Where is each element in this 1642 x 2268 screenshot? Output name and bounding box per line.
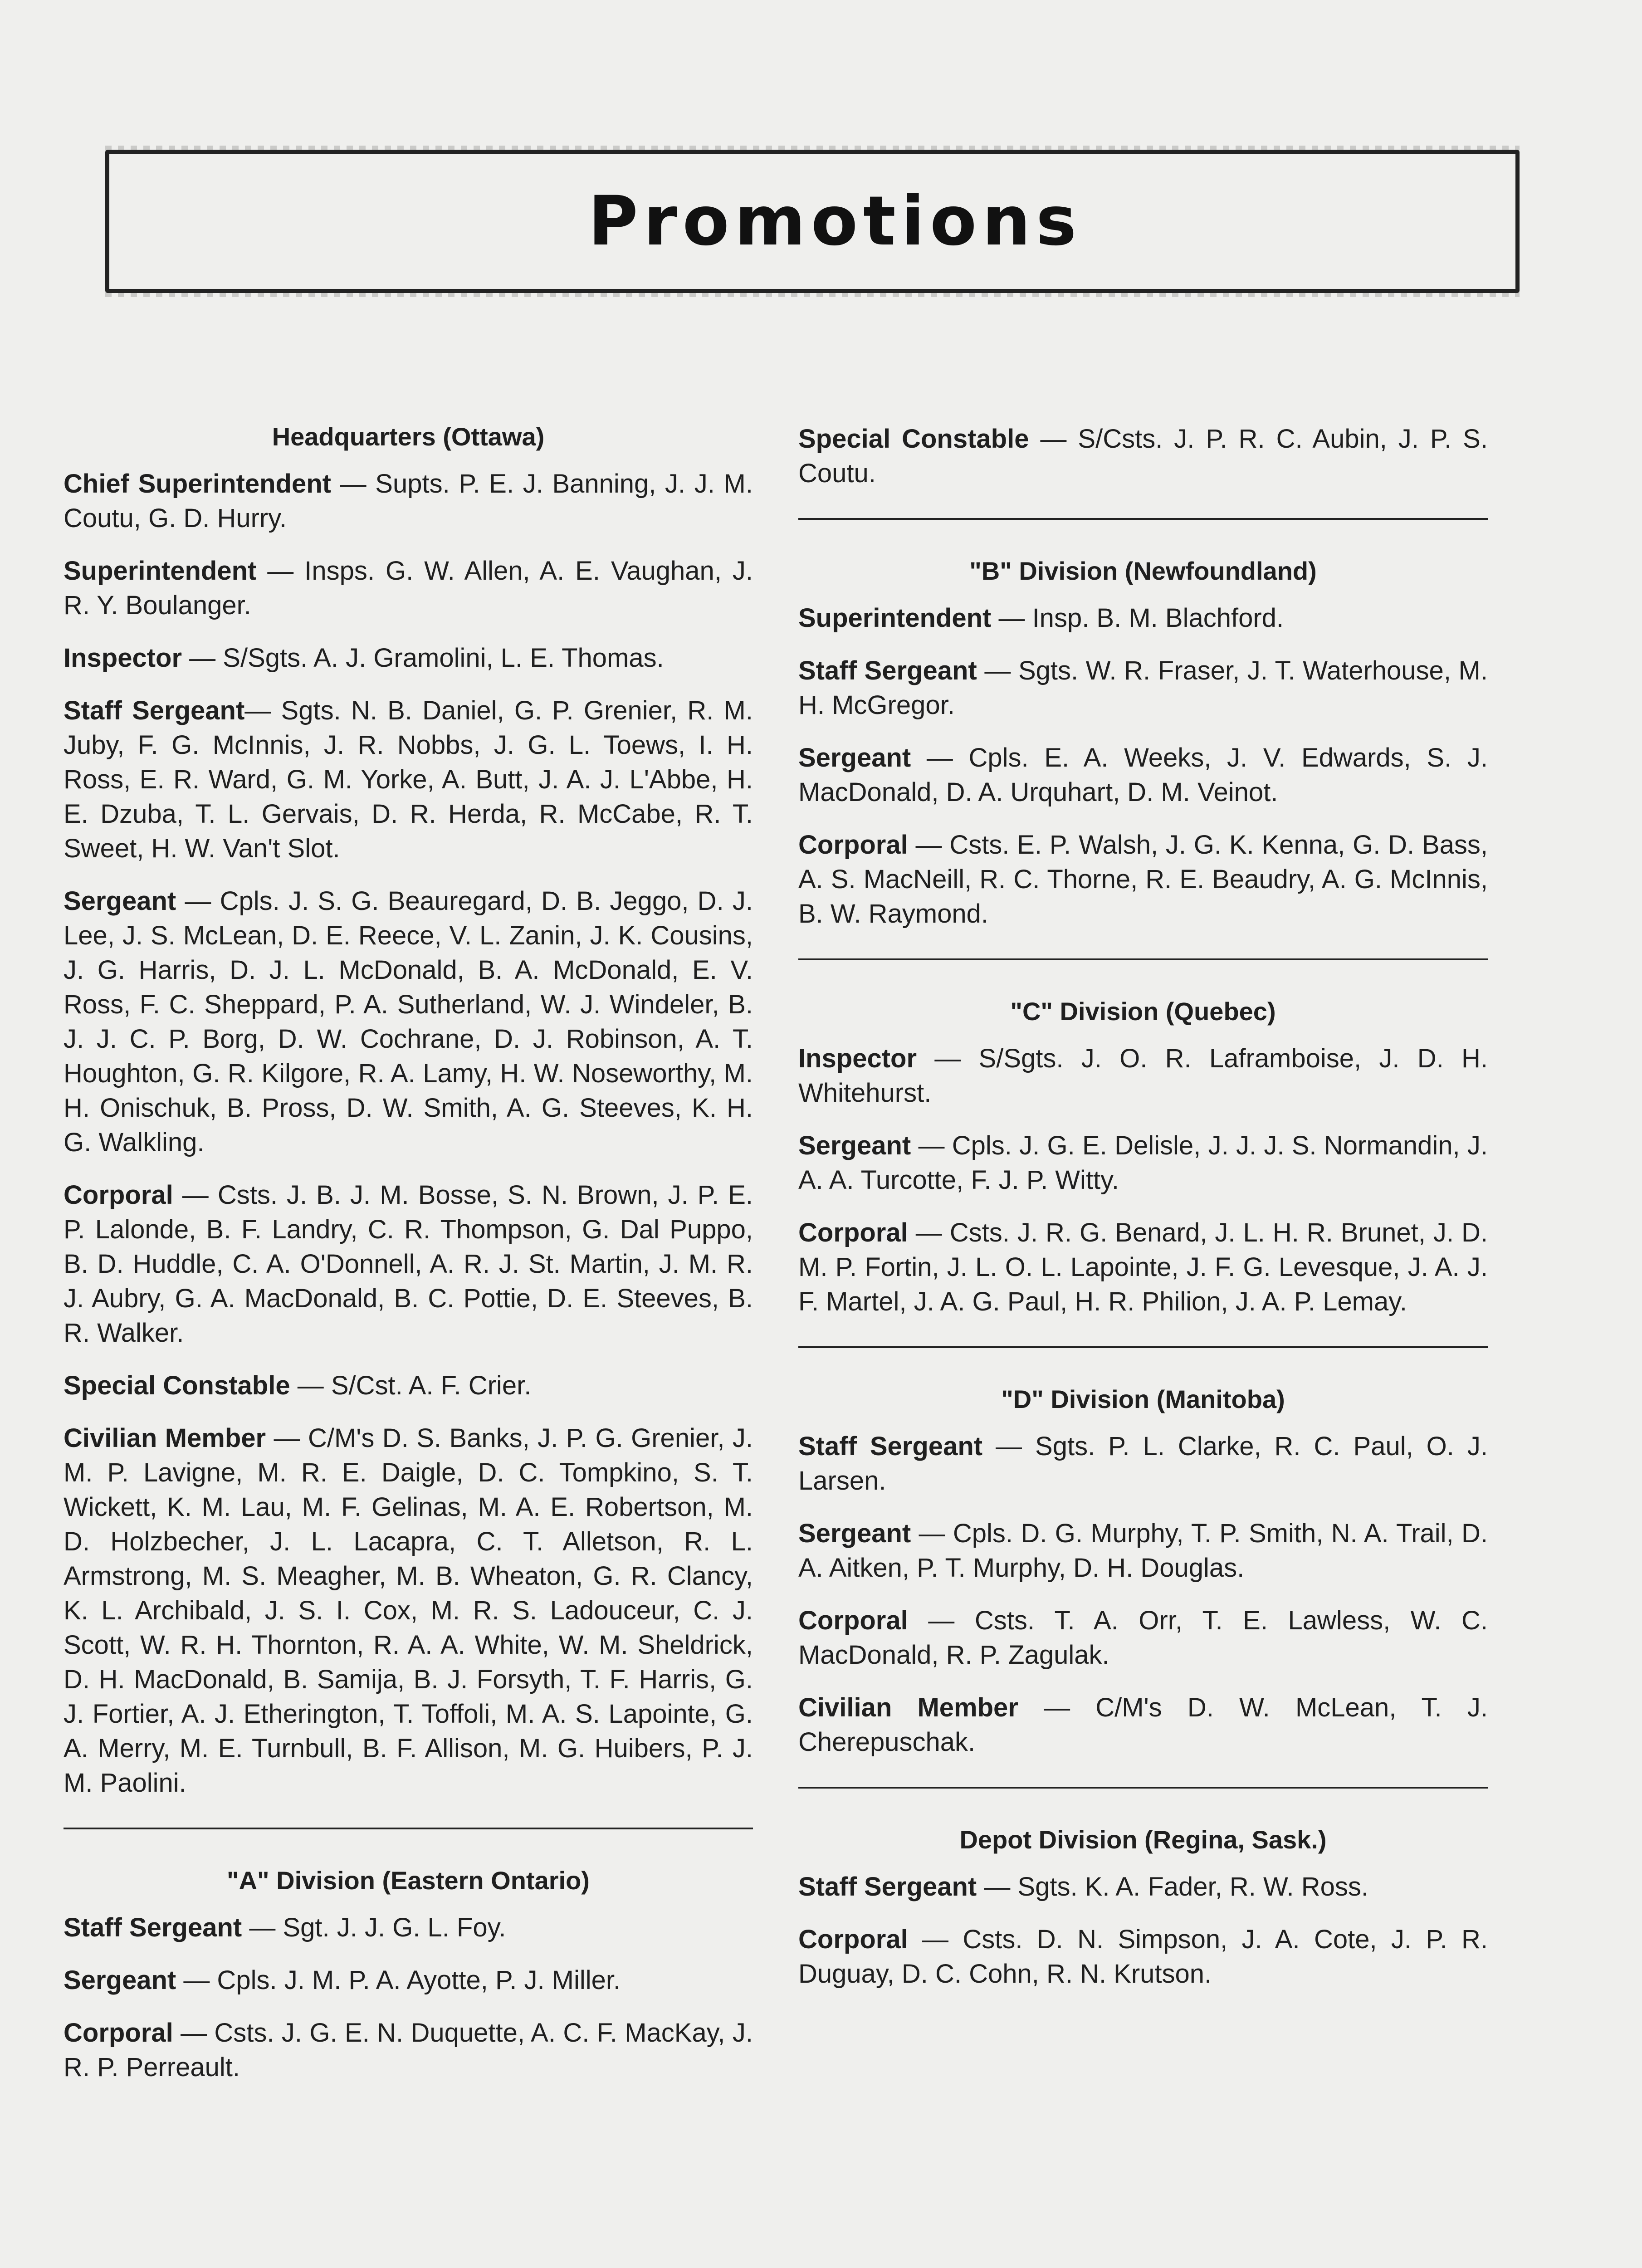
rank-label: Staff Sergeant xyxy=(64,696,245,725)
rank-label: Special Constable xyxy=(798,424,1029,454)
names-list: — C/M's D. S. Banks, J. P. G. Grenier, J. M. P. Lavigne, M. R. E. Daigle, D. C. Tompkino, S. T. Wickett, K. M. Lau, M. F. Gelinas, M. A. E. Robertson, M. D. Holzbecher, J. L. Lacapra, C. T. Alletson, R. L. Armstrong, M. S. Meagher, M. B. Wheaton, G. R. Clancy, K. L. Archibald, J. S. I. Cox, M. R. S. Ladouceur, C. J. Scott, W. R. H. Thornton, R. A. A. White, W. M. Sheldrick, D. H. MacDonald, B. Samija, B. J. Forsyth, T. F. Harris, G. J. Fortier, A. J. Etherington, T. Toffoli, M. A. S. Lapointe, G. A. Merry, M. E. Turnbull, B. F. Allison, M. G. Huibers, P. J. M. Paolini. xyxy=(64,1423,753,1798)
promotion-entry xyxy=(798,1870,1488,1904)
names-list: — Csts. E. P. Walsh, J. G. K. Kenna, G. D. Bass, A. S. MacNeill, R. C. Thorne, R. E. Beaudry, A. G. McInnis, B. W. Raymond. xyxy=(798,830,1488,929)
promotion-entry xyxy=(798,828,1488,931)
names-list: — Csts. J. G. E. N. Duquette, A. C. F. MacKay, J. R. P. Perreault. xyxy=(64,2018,753,2082)
rank-label: Corporal xyxy=(798,1925,908,1954)
promotion-entry xyxy=(64,641,753,675)
promotion-entry xyxy=(798,1041,1488,1110)
promotion-entry xyxy=(64,1421,753,1800)
names-list: — Csts. D. N. Simpson, J. A. Cote, J. P. R. Duguay, D. C. Cohn, R. N. Krutson. xyxy=(798,1925,1488,1989)
section-heading: "B" Division (Newfoundland) xyxy=(969,557,1317,585)
rank-label: Sergeant xyxy=(798,1131,911,1160)
promotion-entry xyxy=(64,2016,753,2085)
rank-label: Sergeant xyxy=(64,886,176,916)
rank-label: Sergeant xyxy=(64,1965,176,1995)
names-list: — Cpls. J. M. P. A. Ayotte, P. J. Miller. xyxy=(176,1965,621,1995)
names-list: — Csts. J. R. G. Benard, J. L. H. R. Brunet, J. D. M. P. Fortin, J. L. O. L. Lapointe, J. F. G. Levesque, J. A. J. F. Martel, J. A. G. Paul, H. R. Philion, J. A. P. Lemay. xyxy=(798,1218,1488,1316)
title-box xyxy=(105,150,1520,293)
rank-label: Superintendent xyxy=(798,603,992,633)
rank-label: Corporal xyxy=(64,2018,173,2048)
rank-label: Superintendent xyxy=(64,556,257,586)
section-divider xyxy=(798,518,1488,520)
rank-label: Sergeant xyxy=(798,1519,911,1548)
promotion-entry xyxy=(798,1603,1488,1672)
names-list: — Sgts. K. A. Fader, R. W. Ross. xyxy=(977,1872,1369,1901)
promotion-entry xyxy=(798,1516,1488,1585)
names-list: — S/Sgts. J. O. R. Laframboise, J. D. H. Whitehurst. xyxy=(798,1044,1488,1108)
rank-label: Sergeant xyxy=(798,743,911,772)
promotion-entry xyxy=(798,601,1488,635)
promotion-entry xyxy=(798,1216,1488,1319)
names-list: — Sgt. J. J. G. L. Foy. xyxy=(242,1913,506,1942)
rank-label: Corporal xyxy=(798,1218,908,1247)
names-list: — Insps. G. W. Allen, A. E. Vaughan, J. R. Y. Boulanger. xyxy=(64,556,753,620)
promotion-entry xyxy=(64,554,753,623)
promotion-entry xyxy=(64,884,753,1160)
rank-label: Corporal xyxy=(798,1606,908,1635)
names-list: — Insp. B. M. Blachford. xyxy=(991,603,1284,633)
section-heading: Depot Division (Regina, Sask.) xyxy=(959,1825,1327,1854)
names-list: — Cpls. J. S. G. Beauregard, D. B. Jeggo, D. J. Lee, J. S. McLean, D. E. Reece, V. L. Zanin, J. K. Cousins, J. G. Harris, D. J. L. McDonald, B. A. McDonald, E. V. Ross, F. C. Sheppard, P. A. Sutherland, W. J. Windeler, B. J. J. C. P. Borg, D. W. Cochrane, D. J. Robinson, A. T. Houghton, G. R. Kilgore, R. A. Lamy, H. W. Noseworthy, M. H. Onischuk, B. Pross, D. W. Smith, A. G. Steeves, K. H. G. Walkling. xyxy=(64,886,753,1157)
section-heading: Headquarters (Ottawa) xyxy=(272,422,545,451)
rank-label: Staff Sergeant xyxy=(798,656,977,685)
promotion-entry xyxy=(64,1369,753,1403)
page-title: Promotions xyxy=(588,182,1082,261)
section-heading: "A" Division (Eastern Ontario) xyxy=(227,1866,590,1895)
names-list: — Sgts. P. L. Clarke, R. C. Paul, O. J. Larsen. xyxy=(798,1432,1488,1496)
rank-label: Inspector xyxy=(798,1044,917,1073)
promotion-entry xyxy=(798,1691,1488,1760)
section-divider xyxy=(798,1787,1488,1789)
section-divider xyxy=(64,1828,753,1829)
rank-label: Staff Sergeant xyxy=(798,1432,983,1461)
names-list: — Csts. J. B. J. M. Bosse, S. N. Brown, J. P. E. P. Lalonde, B. F. Landry, C. R. Thompson, G. Dal Puppo, B. D. Huddle, C. A. O'Donnell, A. R. J. St. Martin, J. M. R. J. Aubry, G. A. MacDonald, B. C. Pottie, D. E. Steeves, B. R. Walker. xyxy=(64,1180,753,1348)
rank-label: Inspector xyxy=(64,643,182,673)
names-list: — Sgts. W. R. Fraser, J. T. Waterhouse, M. H. McGregor. xyxy=(798,656,1488,720)
names-list: — S/Csts. J. P. R. C. Aubin, J. P. S. Coutu. xyxy=(798,424,1488,488)
promotion-entry xyxy=(798,1922,1488,1991)
names-list: — Sgts. N. B. Daniel, G. P. Grenier, R. M. Juby, F. G. McInnis, J. R. Nobbs, J. G. L. Toews, I. H. Ross, E. R. Ward, G. M. Yorke, A. Butt, J. A. J. L'Abbe, H. E. Dzuba, T. L. Gervais, D. R. Herda, R. McCabe, R. T. Sweet, H. W. Van't Slot. xyxy=(64,696,753,863)
left-column xyxy=(64,422,753,2103)
right-column xyxy=(798,422,1488,2009)
names-list: — Cpls. E. A. Weeks, J. V. Edwards, S. J. MacDonald, D. A. Urquhart, D. M. Veinot. xyxy=(798,743,1488,807)
rank-label: Corporal xyxy=(798,830,908,860)
names-list: — S/Cst. A. F. Crier. xyxy=(290,1371,532,1400)
promotion-entry xyxy=(64,1963,753,1998)
section-divider xyxy=(798,958,1488,960)
rank-label: Corporal xyxy=(64,1180,173,1210)
promotion-entry xyxy=(798,1129,1488,1198)
section-heading: "D" Division (Manitoba) xyxy=(1001,1385,1285,1413)
promotion-entry xyxy=(64,694,753,866)
names-list: — C/M's D. W. McLean, T. J. Cherepuschak. xyxy=(798,1693,1488,1757)
rank-label: Civilian Member xyxy=(798,1693,1018,1722)
names-list: — Cpls. D. G. Murphy, T. P. Smith, N. A. Trail, D. A. Aitken, P. T. Murphy, D. H. Douglas. xyxy=(798,1519,1488,1583)
promotion-entry xyxy=(798,654,1488,723)
promotion-entry xyxy=(798,741,1488,810)
names-list: — S/Sgts. A. J. Gramolini, L. E. Thomas. xyxy=(182,643,664,673)
rank-label: Special Constable xyxy=(64,1371,290,1400)
rank-label: Chief Superintendent xyxy=(64,469,331,499)
rank-label: Staff Sergeant xyxy=(64,1913,242,1942)
names-list: — Cpls. J. G. E. Delisle, J. J. J. S. Normandin, J. A. A. Turcotte, F. J. P. Witty. xyxy=(798,1131,1488,1195)
names-list: — Csts. T. A. Orr, T. E. Lawless, W. C. MacDonald, R. P. Zagulak. xyxy=(798,1606,1488,1670)
promotion-entry xyxy=(798,422,1488,491)
promotion-entry xyxy=(64,1178,753,1350)
promotion-entry xyxy=(798,1429,1488,1498)
section-heading: "C" Division (Quebec) xyxy=(1010,997,1276,1026)
rank-label: Civilian Member xyxy=(64,1423,266,1453)
section-divider xyxy=(798,1346,1488,1348)
rank-label: Staff Sergeant xyxy=(798,1872,977,1901)
promotion-entry xyxy=(64,467,753,536)
promotion-entry xyxy=(64,1911,753,1945)
names-list: — Supts. P. E. J. Banning, J. J. M. Coutu, G. D. Hurry. xyxy=(64,469,753,533)
